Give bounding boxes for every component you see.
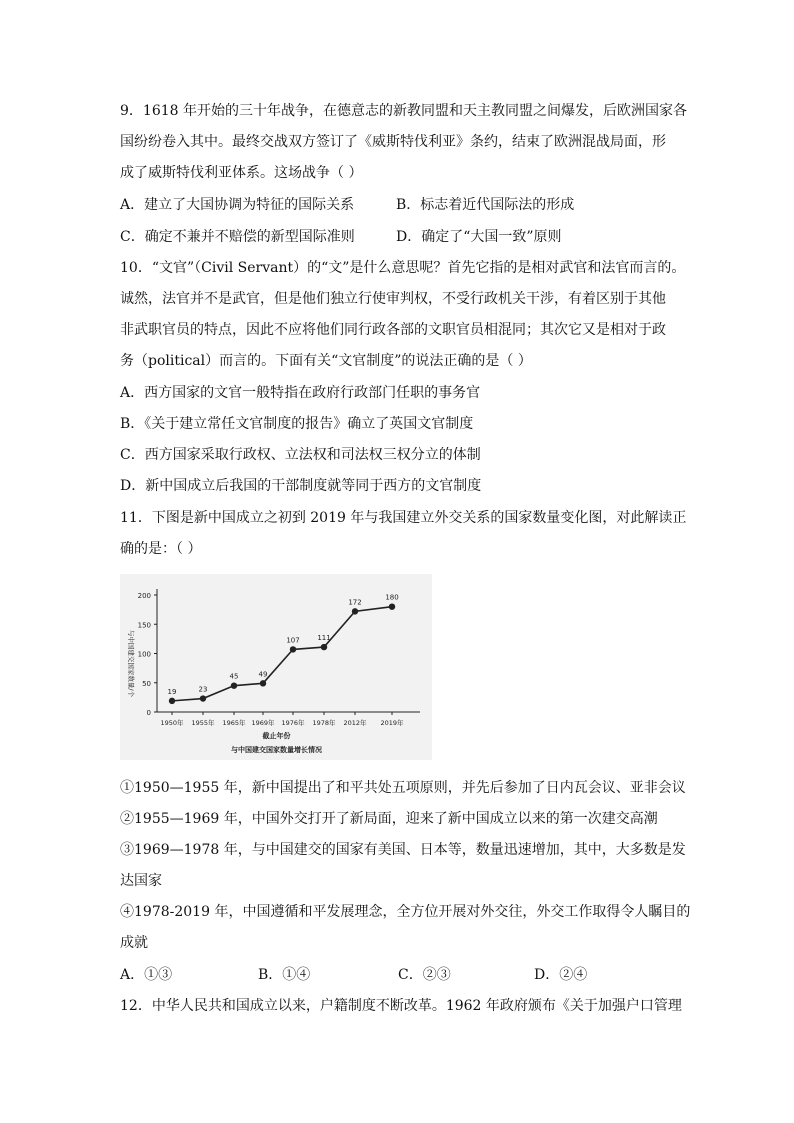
q9-option-b[interactable]: B．标志着近代国际法的形成 (396, 197, 575, 213)
x-tick-label: 1950年 (160, 719, 184, 727)
data-point (321, 644, 327, 650)
q9-option-d[interactable]: D．确定了“大国一致”原则 (396, 229, 562, 245)
q9-stem-line-1: 9．1618 年开始的三十年战争，在德意志的新教同盟和天主教同盟之间爆发，后欧洲国家各 (120, 103, 687, 119)
data-label: 49 (258, 670, 268, 679)
data-label: 19 (167, 687, 177, 696)
x-tick-label: 2019年 (380, 719, 404, 727)
x-tick-label: 2012年 (343, 719, 367, 727)
q11-stem-line-2: 确的是：（ ） (120, 541, 202, 557)
q11-statement-3-cont: 达国家 (120, 873, 162, 889)
x-tick-label: 1955年 (191, 719, 215, 727)
q11-statement-2: ②1955—1969 年，中国外交打开了新局面，迎来了新中国成立以来的第一次建交高潮 (120, 811, 658, 827)
q9-stem-line-3: 成了威斯特伐利亚体系。这场战争（ ） (120, 165, 363, 181)
q10-stem-line-4: 务（political）而言的。下面有关“文官制度”的说法正确的是（ ） (120, 353, 532, 369)
q10-stem-line-2: 诚然，法官并不是武官，但是他们独立行使审判权，不受行政机关干涉，有着区别于其他 (120, 291, 666, 307)
y-tick-label: 100 (137, 650, 151, 659)
diplomatic-relations-chart (120, 574, 432, 760)
q11-option-b[interactable]: B．①④ (258, 967, 311, 983)
y-tick-label: 0 (146, 709, 151, 717)
q11-option-a[interactable]: A．①③ (120, 967, 173, 983)
x-axis-label: 截止年份 (262, 732, 291, 740)
q10-option-a[interactable]: A．西方国家的文官一般特指在政府行政部门任职的事务官 (120, 385, 481, 401)
q9-option-c[interactable]: C．确定不兼并不赔偿的新型国际准则 (120, 229, 355, 245)
y-tick-label: 50 (142, 679, 151, 688)
q11-option-c[interactable]: C．②③ (398, 967, 451, 983)
data-label: 172 (348, 598, 362, 607)
y-axis-label: 与中国建交国家数量/个 (127, 629, 135, 698)
data-label: 111 (317, 634, 331, 643)
q9-option-a[interactable]: A．建立了大国协调为特征的国际关系 (120, 197, 355, 213)
q12-stem-line-1: 12．中华人民共和国成立以来，户籍制度不断改革。1962 年政府颁布《关于加强户口管理 (120, 998, 682, 1014)
y-tick-label: 150 (137, 621, 151, 630)
data-label: 180 (385, 593, 399, 602)
q10-option-b[interactable]: B．《关于建立常任文官制度的报告》确立了英国文官制度 (120, 416, 474, 432)
q9-stem-line-2: 国纷纷卷入其中。最终交战双方签订了《威斯特伐利亚》条约，结束了欧洲混战局面，形 (120, 134, 666, 150)
y-tick-label: 200 (137, 592, 151, 600)
x-tick-label: 1965年 (222, 719, 246, 727)
chart-caption: 与中国建交国家数量增长情况 (231, 746, 322, 754)
q11-option-d[interactable]: D．②④ (534, 967, 588, 983)
x-tick-label: 1976年 (281, 719, 305, 727)
data-label: 45 (229, 672, 239, 681)
data-point (169, 698, 175, 704)
data-point (389, 604, 395, 610)
q11-stem-line-1: 11．下图是新中国成立之初到 2019 年与我国建立外交关系的国家数量变化图，对此解读正 (120, 510, 687, 526)
q10-option-c[interactable]: C．西方国家采取行政权、立法权和司法权三权分立的体制 (120, 447, 481, 463)
data-label: 23 (198, 685, 208, 694)
x-tick-label: 1978年 (312, 719, 336, 727)
data-point (200, 695, 206, 701)
data-point (290, 646, 296, 652)
q10-stem-line-1: 10．“文官”（Civil Servant）的“文”是什么意思呢？首先它指的是相对武官和法官而言的。 (120, 260, 686, 276)
data-point (231, 682, 237, 688)
q10-stem-line-3: 非武职官员的特点，因此不应将他们同行政各部的文职官员相混同；其次它又是相对于政 (120, 322, 666, 338)
q11-statement-4: ④1978-2019 年，中国遵循和平发展理念，全方位开展对外交往，外交工作取得令人瞩目的 (120, 904, 691, 920)
data-label: 107 (286, 636, 300, 645)
q11-statement-1: ①1950—1955 年，新中国提出了和平共处五项原则，并先后参加了日内瓦会议、亚非会议 (120, 780, 686, 796)
x-tick-label: 1969年 (251, 719, 275, 727)
data-point (260, 680, 266, 686)
chart-svg (120, 574, 432, 760)
q10-option-d[interactable]: D．新中国成立后我国的干部制度就等同于西方的文官制度 (120, 478, 482, 494)
q11-statement-4-cont: 成就 (120, 935, 148, 951)
q11-statement-3: ③1969—1978 年，与中国建交的国家有美国、日本等，数量迅速增加，其中，大多数是发 (120, 842, 686, 858)
data-point (352, 608, 358, 614)
